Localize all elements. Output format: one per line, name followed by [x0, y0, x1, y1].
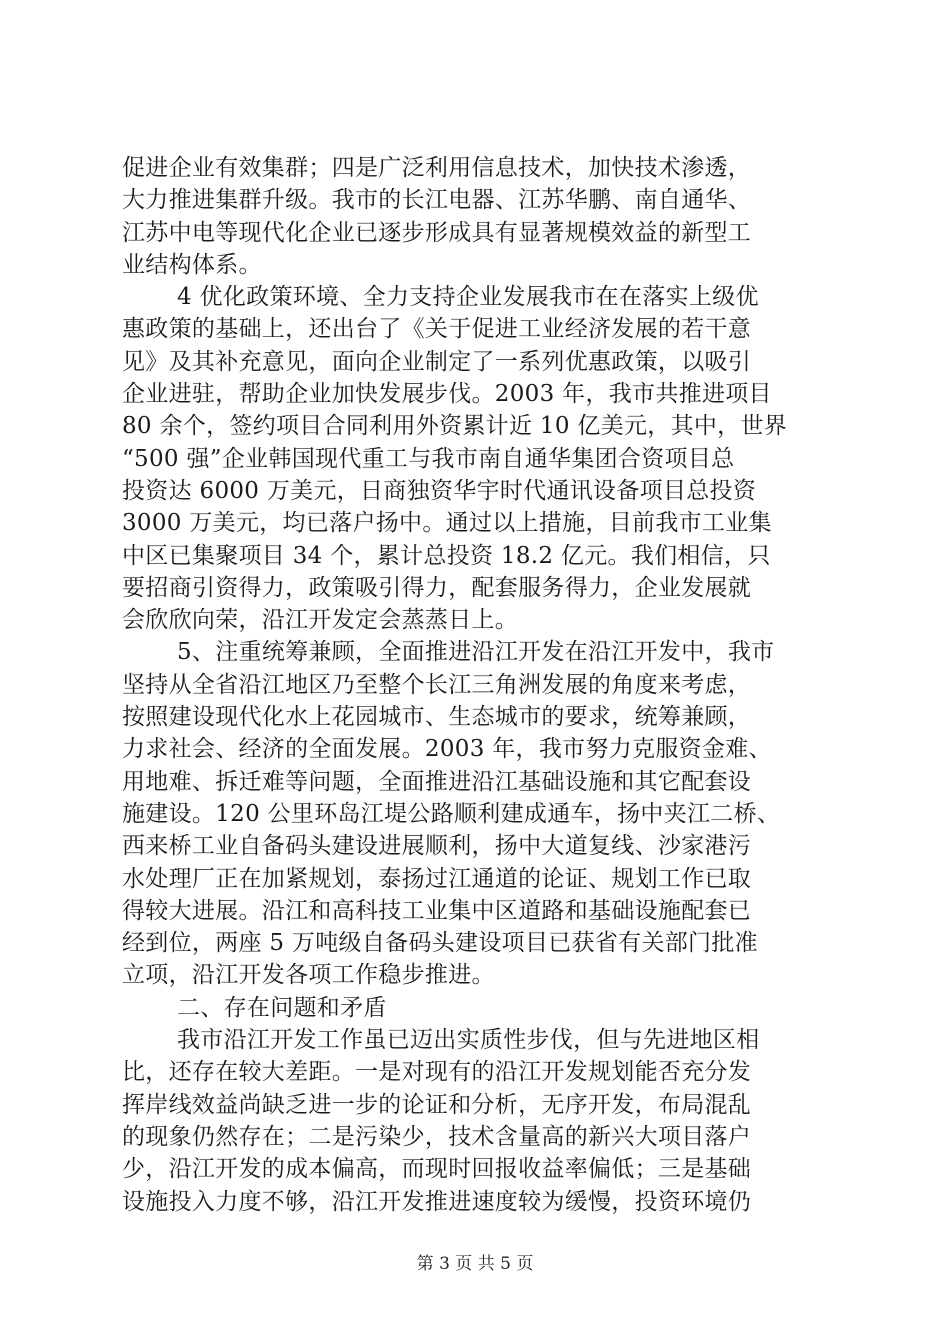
text-line: 挥岸线效益尚缺乏进一步的论证和分析，无序开发，布局混乱 — [122, 1091, 752, 1118]
text-line: 见》及其补充意见，面向企业制定了一系列优惠政策，以吸引 — [122, 348, 752, 375]
text-line: 要招商引资得力，政策吸引得力，配套服务得力，企业发展就 — [122, 574, 752, 601]
text-line: 会欣欣向荣，沿江开发定会蒸蒸日上。 — [122, 607, 519, 634]
text-line: 比，还存在较大差距。一是对现有的沿江开发规划能否充分发 — [122, 1059, 752, 1086]
text-line: 惠政策的基础上，还出台了《关于促进工业经济发展的若干意 — [122, 316, 752, 343]
text-line: 业结构体系。 — [122, 251, 262, 278]
page-footer: 第 3 页 共 5 页 — [416, 1254, 534, 1274]
text-line: 设施投入力度不够，沿江开发推进速度较为缓慢，投资环境仍 — [122, 1188, 752, 1215]
text-line: 江苏中电等现代化企业已逐步形成具有显著规模效益的新型工 — [122, 219, 752, 246]
text-line: 促进企业有效集群；四是广泛利用信息技术，加快技术渗透， — [122, 155, 752, 181]
text-line: 施建设。120 公里环岛江堤公路顺利建成通车，扬中夹江二桥、 — [122, 800, 781, 827]
text-line: 企业进驻，帮助企业加快发展步伐。2003 年，我市共推进项目 — [122, 381, 772, 408]
text-line: 少，沿江开发的成本偏高，而现时回报收益率偏低；三是基础 — [122, 1156, 752, 1183]
text-line: 按照建设现代化水上花园城市、生态城市的要求，统筹兼顾， — [122, 704, 752, 731]
text-line: 力求社会、经济的全面发展。2003 年，我市努力克服资金难、 — [122, 736, 772, 763]
text-line: 水处理厂正在加紧规划，泰扬过江通道的论证、规划工作已取 — [122, 865, 752, 892]
text-line: 投资达 6000 万美元，日商独资华宇时代通讯设备项目总投资 — [122, 477, 757, 504]
text-line: 中区已集聚项目 34 个，累计总投资 18.2 亿元。我们相信，只 — [122, 542, 771, 569]
text-line: 3000 万美元，均已落户扬中。通过以上措施，目前我市工业集 — [122, 510, 772, 537]
text-line: 的现象仍然存在；二是污染少，技术含量高的新兴大项目落户 — [122, 1123, 752, 1150]
text-line: 我市沿江开发工作虽已迈出实质性步伐，但与先进地区相 — [177, 1027, 760, 1054]
text-line: “500 强”企业韩国现代重工与我市南自通华集团合资项目总 — [122, 445, 735, 472]
text-line: 二、存在问题和矛盾 — [177, 994, 387, 1021]
text-line: 西来桥工业自备码头建设进展顺利，扬中大道复线、沙家港污 — [122, 833, 752, 860]
text-line: 得较大进展。沿江和高科技工业集中区道路和基础设施配套已 — [122, 897, 752, 924]
text-line: 经到位，两座 5 万吨级自备码头建设项目已获省有关部门批准 — [122, 930, 758, 957]
text-line: 用地难、拆迁难等问题，全面推进沿江基础设施和其它配套设 — [122, 768, 752, 795]
text-line: 坚持从全省沿江地区乃至整个长江三角洲发展的角度来考虑， — [122, 671, 752, 698]
text-line: 5、注重统筹兼顾，全面推进沿江开发在沿江开发中，我市 — [177, 639, 775, 666]
text-line: 大力推进集群升级。我市的长江电器、江苏华鹏、南自通华、 — [122, 187, 752, 214]
body-text — [122, 152, 834, 1218]
text-line: 4 优化政策环境、全力支持企业发展我市在在落实上级优 — [177, 284, 759, 311]
text-line: 立项，沿江开发各项工作稳步推进。 — [122, 962, 495, 989]
text-line: 80 余个，签约项目合同利用外资累计近 10 亿美元，其中，世界 — [122, 413, 788, 440]
